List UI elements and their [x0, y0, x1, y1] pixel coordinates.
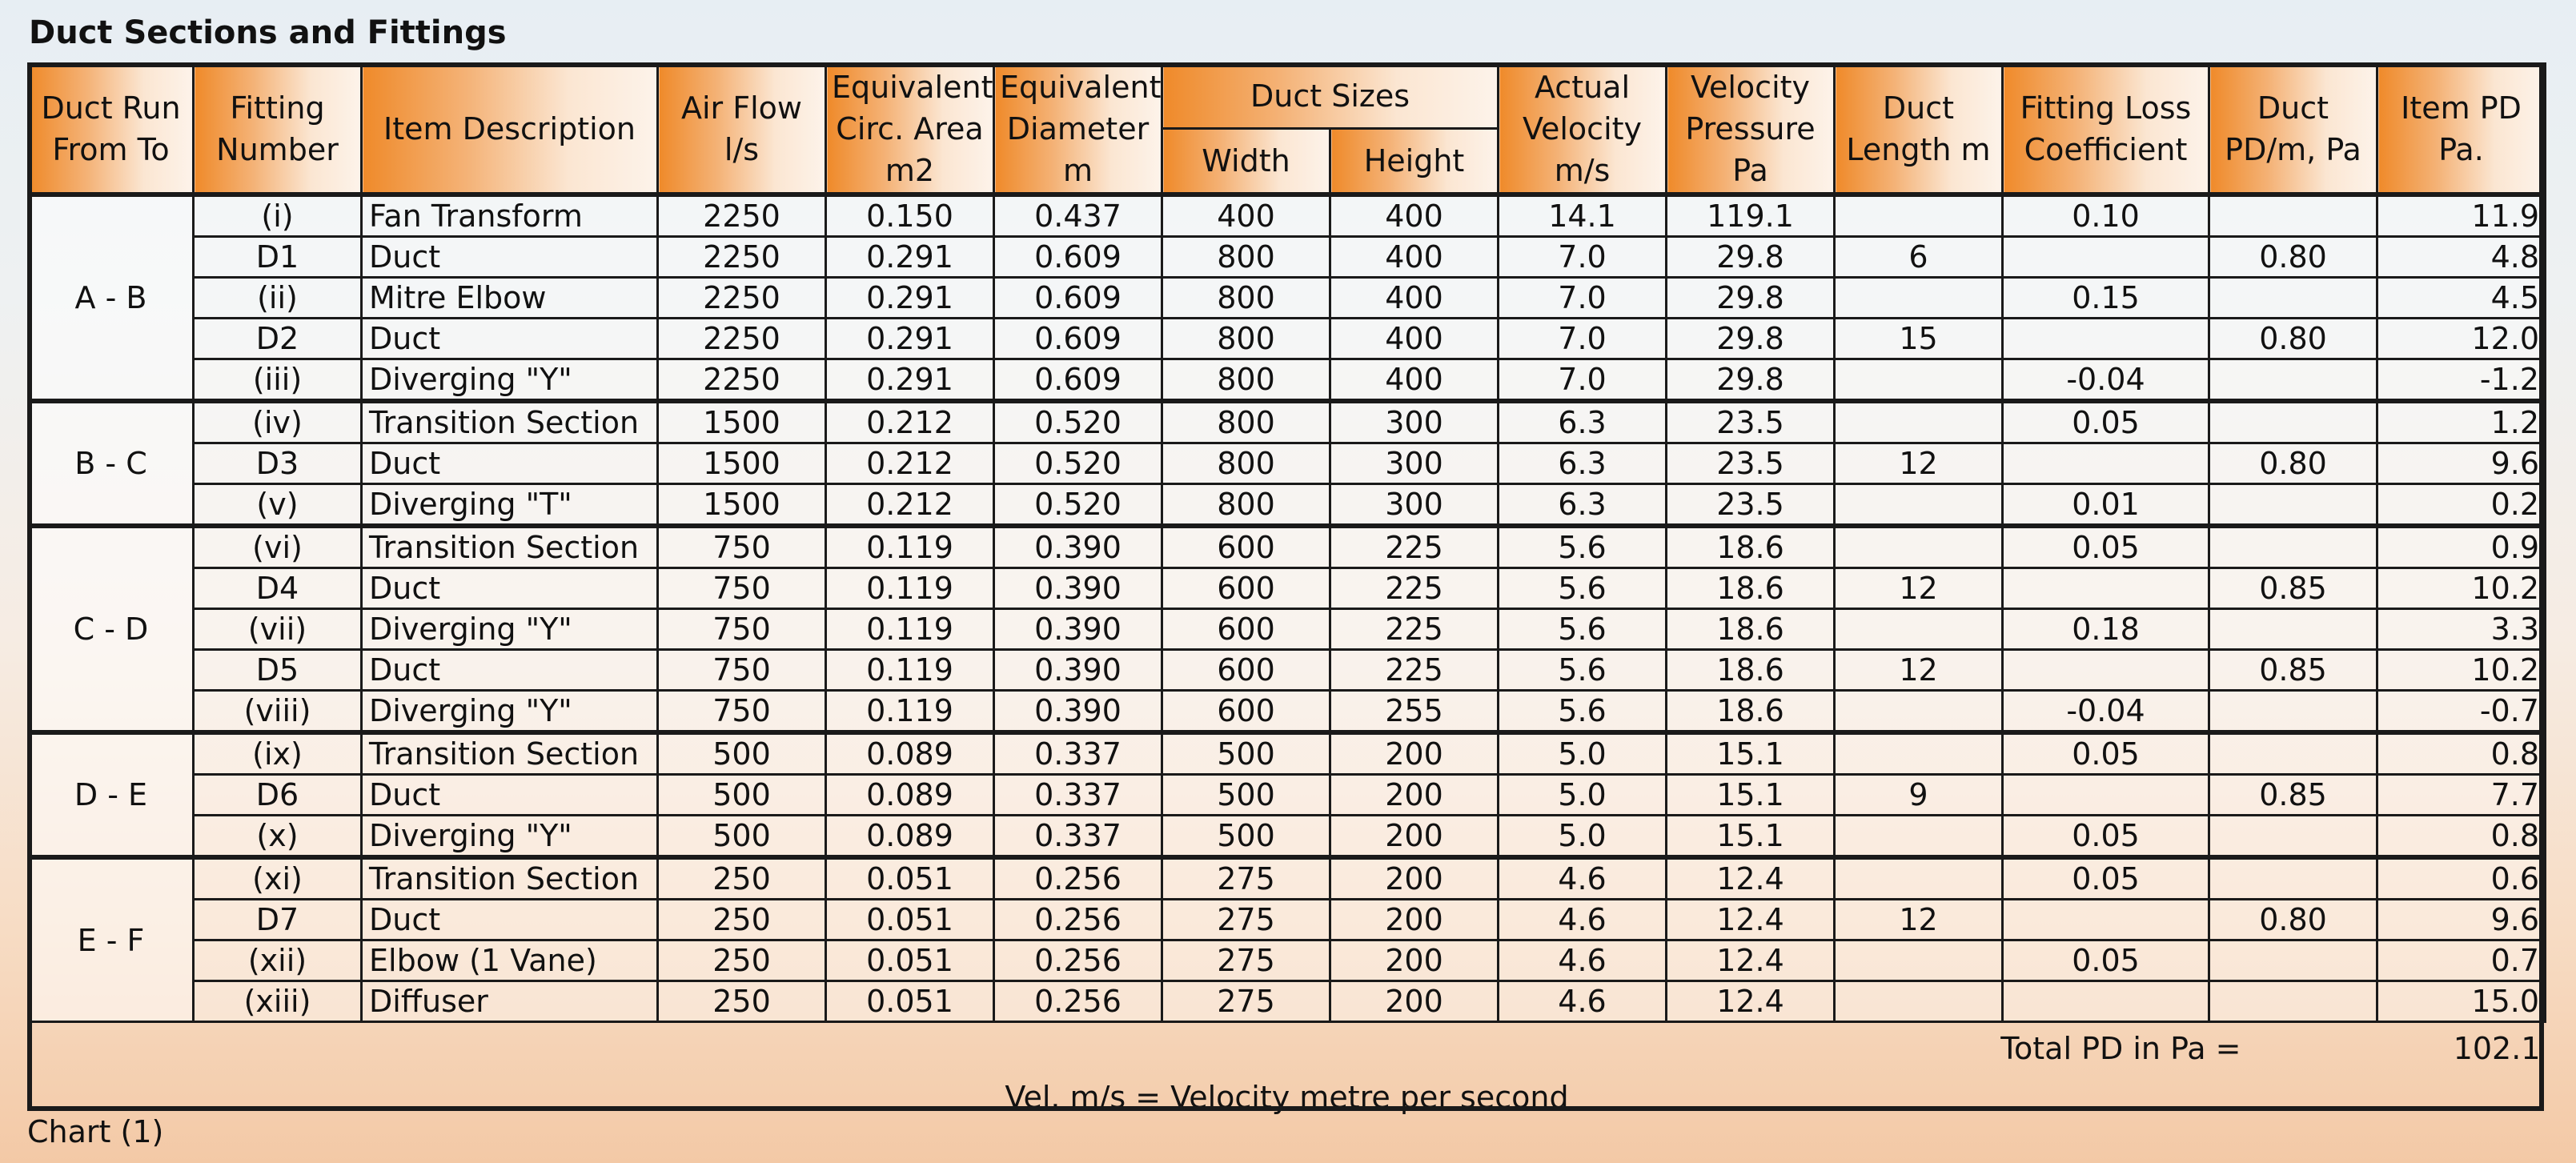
width-cell: 600 — [1162, 609, 1330, 650]
air-flow-cell: 2250 — [658, 195, 826, 237]
header-duct-sizes: Duct Sizes — [1162, 64, 1499, 129]
width-cell: 800 — [1162, 278, 1330, 319]
velocity-cell: 6.3 — [1499, 484, 1667, 527]
item-pd-cell: 4.5 — [2377, 278, 2546, 319]
velocity-cell: 5.6 — [1499, 650, 1667, 691]
air-flow-cell: 1500 — [658, 401, 826, 443]
circ-area-cell: 0.089 — [826, 775, 994, 816]
fitting-loss-cell: 0.05 — [2003, 732, 2209, 775]
item-description-cell: Duct — [362, 237, 658, 278]
item-pd-cell: 12.0 — [2377, 319, 2546, 359]
height-cell: 225 — [1330, 526, 1499, 568]
velocity-cell: 6.3 — [1499, 401, 1667, 443]
diameter-cell: 0.337 — [994, 775, 1162, 816]
height-cell: 400 — [1330, 359, 1499, 402]
header-circ-area: Equivalent Circ. Area m2 — [826, 64, 994, 195]
air-flow-cell: 750 — [658, 568, 826, 609]
width-cell: 600 — [1162, 568, 1330, 609]
item-description-cell: Elbow (1 Vane) — [362, 940, 658, 981]
item-description-cell: Duct — [362, 775, 658, 816]
width-cell: 275 — [1162, 900, 1330, 940]
pd-per-m-cell: 0.85 — [2209, 568, 2377, 609]
velocity-pressure-cell: 18.6 — [1667, 691, 1835, 733]
width-cell: 800 — [1162, 359, 1330, 402]
diameter-cell: 0.337 — [994, 816, 1162, 858]
item-description-cell: Diverging "Y" — [362, 816, 658, 858]
item-pd-cell: 0.6 — [2377, 857, 2546, 900]
fitting-loss-cell: 0.05 — [2003, 940, 2209, 981]
height-cell: 300 — [1330, 401, 1499, 443]
item-description-cell: Duct — [362, 650, 658, 691]
velocity-cell: 5.6 — [1499, 568, 1667, 609]
duct-run-cell: B - C — [29, 401, 194, 526]
velocity-pressure-cell: 29.8 — [1667, 278, 1835, 319]
diameter-cell: 0.390 — [994, 691, 1162, 733]
circ-area-cell: 0.150 — [826, 195, 994, 237]
item-description-cell: Transition Section — [362, 732, 658, 775]
item-description-cell: Diverging "Y" — [362, 609, 658, 650]
header-fitting-number: Fitting Number — [194, 64, 362, 195]
item-pd-cell: 15.0 — [2377, 981, 2546, 1022]
item-description-cell: Duct — [362, 900, 658, 940]
air-flow-cell: 250 — [658, 857, 826, 900]
velocity-pressure-cell: 119.1 — [1667, 195, 1835, 237]
air-flow-cell: 1500 — [658, 484, 826, 527]
fitting-number-cell: D7 — [194, 900, 362, 940]
header-height: Height — [1330, 129, 1499, 195]
air-flow-cell: 2250 — [658, 278, 826, 319]
duct-length-cell: 9 — [1835, 775, 2003, 816]
diameter-cell: 0.256 — [994, 857, 1162, 900]
item-pd-cell: 1.2 — [2377, 401, 2546, 443]
velocity-pressure-cell: 23.5 — [1667, 443, 1835, 484]
item-pd-cell: -1.2 — [2377, 359, 2546, 402]
header-fitting-loss: Fitting Loss Coefficient — [2003, 64, 2209, 195]
diameter-cell: 0.337 — [994, 732, 1162, 775]
circ-area-cell: 0.291 — [826, 319, 994, 359]
fitting-loss-cell: -0.04 — [2003, 359, 2209, 402]
velocity-pressure-cell: 29.8 — [1667, 237, 1835, 278]
air-flow-cell: 750 — [658, 691, 826, 733]
diameter-cell: 0.609 — [994, 237, 1162, 278]
fitting-number-cell: (vii) — [194, 609, 362, 650]
height-cell: 200 — [1330, 816, 1499, 858]
duct-length-cell: 12 — [1835, 650, 2003, 691]
fitting-loss-cell: 0.18 — [2003, 609, 2209, 650]
width-cell: 800 — [1162, 401, 1330, 443]
pd-per-m-cell: 0.80 — [2209, 900, 2377, 940]
diameter-cell: 0.390 — [994, 568, 1162, 609]
table-frame — [27, 62, 2544, 1111]
fitting-number-cell: D2 — [194, 319, 362, 359]
width-cell: 275 — [1162, 857, 1330, 900]
duct-length-cell: 12 — [1835, 443, 2003, 484]
circ-area-cell: 0.051 — [826, 857, 994, 900]
height-cell: 225 — [1330, 650, 1499, 691]
width-cell: 275 — [1162, 981, 1330, 1022]
air-flow-cell: 2250 — [658, 359, 826, 402]
duct-run-cell: C - D — [29, 526, 194, 732]
item-description-cell: Diverging "Y" — [362, 359, 658, 402]
total-value: 102.1 — [2453, 1031, 2541, 1066]
chart-caption: Chart (1) — [27, 1114, 164, 1149]
circ-area-cell: 0.119 — [826, 526, 994, 568]
item-description-cell: Duct — [362, 443, 658, 484]
velocity-cell: 7.0 — [1499, 319, 1667, 359]
item-pd-cell: 10.2 — [2377, 568, 2546, 609]
item-description-cell: Transition Section — [362, 401, 658, 443]
duct-length-cell: 6 — [1835, 237, 2003, 278]
item-description-cell: Diverging "Y" — [362, 691, 658, 733]
fitting-number-cell: (xiii) — [194, 981, 362, 1022]
duct-length-cell: 12 — [1835, 568, 2003, 609]
circ-area-cell: 0.119 — [826, 609, 994, 650]
width-cell: 500 — [1162, 816, 1330, 858]
duct-run-cell: D - E — [29, 732, 194, 857]
velocity-cell: 5.6 — [1499, 609, 1667, 650]
width-cell: 800 — [1162, 443, 1330, 484]
circ-area-cell: 0.089 — [826, 732, 994, 775]
header-diameter: Equivalent Diameter m — [994, 64, 1162, 195]
item-pd-cell: 0.9 — [2377, 526, 2546, 568]
fitting-number-cell: (v) — [194, 484, 362, 527]
duct-run-cell: E - F — [29, 857, 194, 1022]
air-flow-cell: 500 — [658, 732, 826, 775]
width-cell: 600 — [1162, 650, 1330, 691]
diameter-cell: 0.437 — [994, 195, 1162, 237]
duct-length-cell: 15 — [1835, 319, 2003, 359]
circ-area-cell: 0.089 — [826, 816, 994, 858]
item-pd-cell: -0.7 — [2377, 691, 2546, 733]
fitting-number-cell: (i) — [194, 195, 362, 237]
velocity-cell: 5.0 — [1499, 816, 1667, 858]
header-duct-length: Duct Length m — [1835, 64, 2003, 195]
diameter-cell: 0.256 — [994, 940, 1162, 981]
fitting-number-cell: (xi) — [194, 857, 362, 900]
height-cell: 200 — [1330, 857, 1499, 900]
velocity-pressure-cell: 23.5 — [1667, 484, 1835, 527]
pd-per-m-cell: 0.80 — [2209, 237, 2377, 278]
circ-area-cell: 0.291 — [826, 237, 994, 278]
velocity-pressure-cell: 15.1 — [1667, 732, 1835, 775]
velocity-pressure-cell: 12.4 — [1667, 981, 1835, 1022]
velocity-pressure-cell: 18.6 — [1667, 609, 1835, 650]
diameter-cell: 0.256 — [994, 900, 1162, 940]
pd-per-m-cell: 0.85 — [2209, 775, 2377, 816]
fitting-loss-cell: 0.01 — [2003, 484, 2209, 527]
circ-area-cell: 0.212 — [826, 401, 994, 443]
air-flow-cell: 250 — [658, 900, 826, 940]
air-flow-cell: 750 — [658, 526, 826, 568]
velocity-pressure-cell: 15.1 — [1667, 775, 1835, 816]
circ-area-cell: 0.119 — [826, 650, 994, 691]
circ-area-cell: 0.119 — [826, 691, 994, 733]
height-cell: 400 — [1330, 195, 1499, 237]
fitting-loss-cell: 0.05 — [2003, 857, 2209, 900]
circ-area-cell: 0.119 — [826, 568, 994, 609]
air-flow-cell: 750 — [658, 650, 826, 691]
circ-area-cell: 0.291 — [826, 278, 994, 319]
item-description-cell: Mitre Elbow — [362, 278, 658, 319]
fitting-loss-cell: 0.10 — [2003, 195, 2209, 237]
air-flow-cell: 750 — [658, 609, 826, 650]
item-pd-cell: 11.9 — [2377, 195, 2546, 237]
item-pd-cell: 3.3 — [2377, 609, 2546, 650]
height-cell: 225 — [1330, 568, 1499, 609]
velocity-cell: 7.0 — [1499, 278, 1667, 319]
duct-length-cell: 12 — [1835, 900, 2003, 940]
fitting-number-cell: D6 — [194, 775, 362, 816]
height-cell: 200 — [1330, 940, 1499, 981]
circ-area-cell: 0.212 — [826, 443, 994, 484]
velocity-pressure-cell: 29.8 — [1667, 319, 1835, 359]
fitting-number-cell: (xii) — [194, 940, 362, 981]
fitting-number-cell: (vi) — [194, 526, 362, 568]
diameter-cell: 0.390 — [994, 526, 1162, 568]
air-flow-cell: 2250 — [658, 319, 826, 359]
air-flow-cell: 250 — [658, 940, 826, 981]
width-cell: 400 — [1162, 195, 1330, 237]
item-pd-cell: 0.7 — [2377, 940, 2546, 981]
header-air-flow: Air Flow l/s — [658, 64, 826, 195]
velocity-cell: 4.6 — [1499, 981, 1667, 1022]
diameter-cell: 0.609 — [994, 319, 1162, 359]
fitting-loss-cell: 0.05 — [2003, 401, 2209, 443]
item-pd-cell: 0.8 — [2377, 816, 2546, 858]
fitting-number-cell: (viii) — [194, 691, 362, 733]
velocity-cell: 7.0 — [1499, 237, 1667, 278]
fitting-number-cell: D3 — [194, 443, 362, 484]
velocity-cell: 7.0 — [1499, 359, 1667, 402]
diameter-cell: 0.609 — [994, 359, 1162, 402]
circ-area-cell: 0.212 — [826, 484, 994, 527]
page-title: Duct Sections and Fittings — [29, 14, 507, 51]
velocity-cell: 4.6 — [1499, 900, 1667, 940]
fitting-number-cell: D4 — [194, 568, 362, 609]
velocity-cell: 4.6 — [1499, 857, 1667, 900]
fitting-number-cell: (ii) — [194, 278, 362, 319]
item-pd-cell: 0.8 — [2377, 732, 2546, 775]
header-pd-per-m: Duct PD/m, Pa — [2209, 64, 2377, 195]
header-velocity-pressure: Velocity Pressure Pa — [1667, 64, 1835, 195]
fitting-number-cell: (iii) — [194, 359, 362, 402]
item-description-cell: Diverging "T" — [362, 484, 658, 527]
fitting-loss-cell: 0.15 — [2003, 278, 2209, 319]
item-pd-cell: 7.7 — [2377, 775, 2546, 816]
velocity-pressure-cell: 15.1 — [1667, 816, 1835, 858]
fitting-loss-cell: 0.05 — [2003, 526, 2209, 568]
height-cell: 255 — [1330, 691, 1499, 733]
item-pd-cell: 10.2 — [2377, 650, 2546, 691]
height-cell: 300 — [1330, 484, 1499, 527]
velocity-cell: 5.0 — [1499, 775, 1667, 816]
velocity-pressure-cell: 23.5 — [1667, 401, 1835, 443]
width-cell: 600 — [1162, 526, 1330, 568]
air-flow-cell: 1500 — [658, 443, 826, 484]
circ-area-cell: 0.051 — [826, 940, 994, 981]
item-description-cell: Fan Transform — [362, 195, 658, 237]
height-cell: 300 — [1330, 443, 1499, 484]
diameter-cell: 0.390 — [994, 609, 1162, 650]
velocity-cell: 5.6 — [1499, 526, 1667, 568]
item-description-cell: Duct — [362, 568, 658, 609]
velocity-pressure-cell: 29.8 — [1667, 359, 1835, 402]
width-cell: 500 — [1162, 732, 1330, 775]
item-pd-cell: 9.6 — [2377, 900, 2546, 940]
item-pd-cell: 4.8 — [2377, 237, 2546, 278]
fitting-number-cell: D5 — [194, 650, 362, 691]
air-flow-cell: 250 — [658, 981, 826, 1022]
item-pd-cell: 9.6 — [2377, 443, 2546, 484]
velocity-pressure-cell: 18.6 — [1667, 568, 1835, 609]
fitting-loss-cell: -0.04 — [2003, 691, 2209, 733]
fitting-loss-cell: 0.05 — [2003, 816, 2209, 858]
air-flow-cell: 500 — [658, 775, 826, 816]
diameter-cell: 0.390 — [994, 650, 1162, 691]
velocity-pressure-cell: 12.4 — [1667, 940, 1835, 981]
width-cell: 500 — [1162, 775, 1330, 816]
circ-area-cell: 0.051 — [826, 900, 994, 940]
velocity-pressure-cell: 12.4 — [1667, 900, 1835, 940]
velocity-cell: 14.1 — [1499, 195, 1667, 237]
width-cell: 600 — [1162, 691, 1330, 733]
item-pd-cell: 0.2 — [2377, 484, 2546, 527]
diameter-cell: 0.520 — [994, 401, 1162, 443]
item-description-cell: Diffuser — [362, 981, 658, 1022]
fitting-number-cell: D1 — [194, 237, 362, 278]
pd-per-m-cell: 0.85 — [2209, 650, 2377, 691]
height-cell: 200 — [1330, 981, 1499, 1022]
header-item-pd: Item PD Pa. — [2377, 64, 2546, 195]
height-cell: 225 — [1330, 609, 1499, 650]
fitting-number-cell: (iv) — [194, 401, 362, 443]
height-cell: 400 — [1330, 319, 1499, 359]
item-description-cell: Duct — [362, 319, 658, 359]
velocity-cell: 5.6 — [1499, 691, 1667, 733]
velocity-cell: 6.3 — [1499, 443, 1667, 484]
total-label: Total PD in Pa = — [2000, 1031, 2241, 1066]
width-cell: 800 — [1162, 484, 1330, 527]
width-cell: 800 — [1162, 237, 1330, 278]
pd-per-m-cell: 0.80 — [2209, 443, 2377, 484]
header-item-description: Item Description — [362, 64, 658, 195]
velocity-pressure-cell: 18.6 — [1667, 526, 1835, 568]
duct-run-cell: A - B — [29, 195, 194, 401]
width-cell: 275 — [1162, 940, 1330, 981]
item-description-cell: Transition Section — [362, 526, 658, 568]
velocity-cell: 4.6 — [1499, 940, 1667, 981]
diameter-cell: 0.520 — [994, 484, 1162, 527]
air-flow-cell: 2250 — [658, 237, 826, 278]
width-cell: 800 — [1162, 319, 1330, 359]
velocity-pressure-cell: 12.4 — [1667, 857, 1835, 900]
circ-area-cell: 0.051 — [826, 981, 994, 1022]
circ-area-cell: 0.291 — [826, 359, 994, 402]
header-duct-run: Duct Run From To — [29, 64, 194, 195]
diameter-cell: 0.520 — [994, 443, 1162, 484]
height-cell: 200 — [1330, 732, 1499, 775]
item-description-cell: Transition Section — [362, 857, 658, 900]
velocity-pressure-cell: 18.6 — [1667, 650, 1835, 691]
header-velocity: Actual Velocity m/s — [1499, 64, 1667, 195]
height-cell: 200 — [1330, 775, 1499, 816]
air-flow-cell: 500 — [658, 816, 826, 858]
fitting-number-cell: (x) — [194, 816, 362, 858]
fitting-number-cell: (ix) — [194, 732, 362, 775]
velocity-cell: 5.0 — [1499, 732, 1667, 775]
height-cell: 200 — [1330, 900, 1499, 940]
diameter-cell: 0.609 — [994, 278, 1162, 319]
velocity-note: Vel. m/s = Velocity metre per second — [1005, 1080, 1569, 1115]
height-cell: 400 — [1330, 278, 1499, 319]
header-width: Width — [1162, 129, 1330, 195]
height-cell: 400 — [1330, 237, 1499, 278]
pd-per-m-cell: 0.80 — [2209, 319, 2377, 359]
diameter-cell: 0.256 — [994, 981, 1162, 1022]
